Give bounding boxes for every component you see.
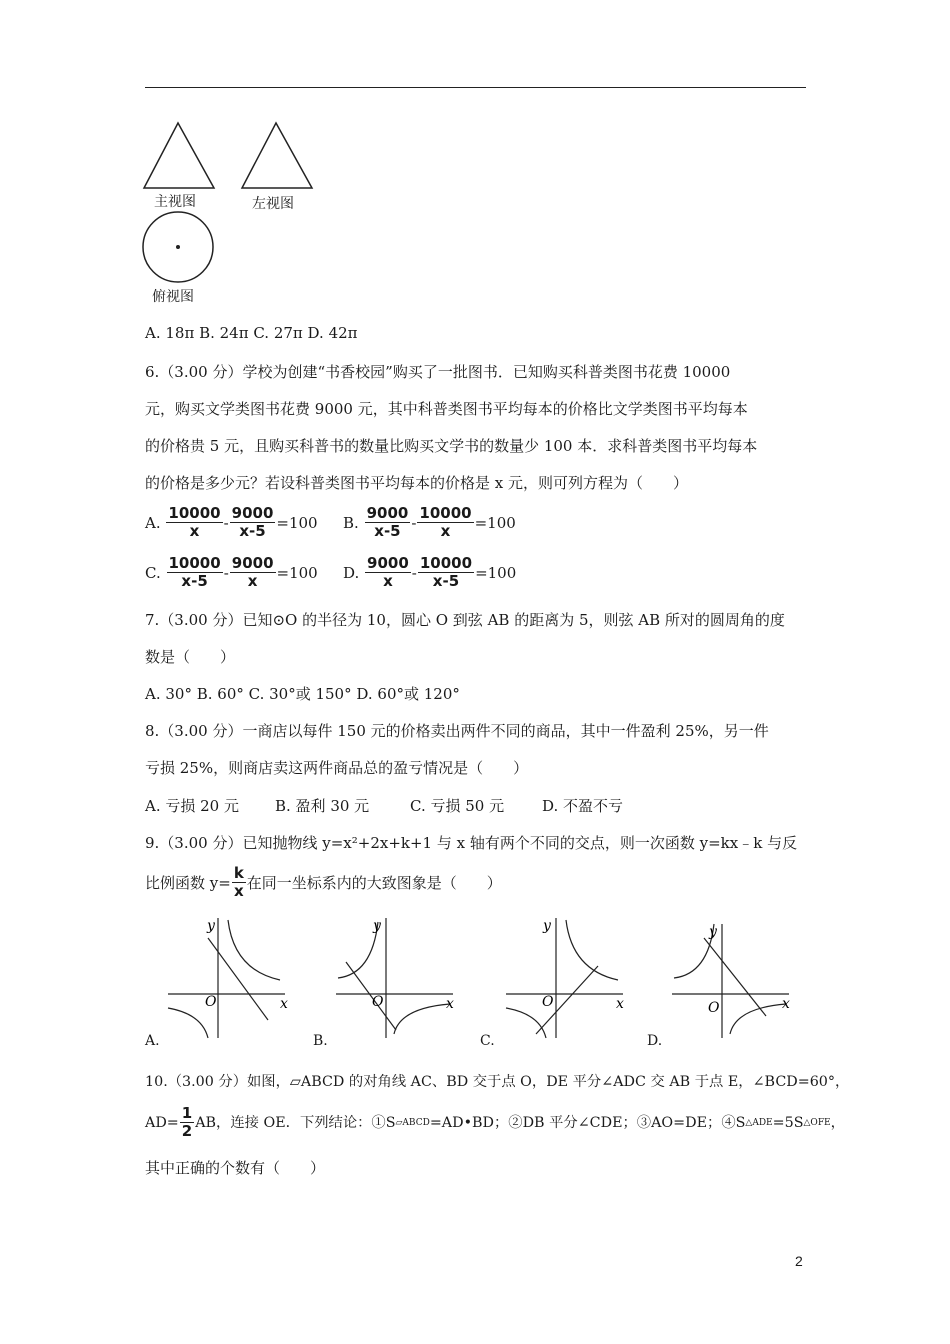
- q7-line-2: 数是（ ）: [145, 648, 236, 666]
- fraction: $\frac{10000}{x}$: [419, 504, 472, 540]
- rhs: =100: [276, 563, 318, 582]
- q6-line-3: 的价格贵 5 元，且购买科普书的数量比购买文学书的数量少 100 本．求科普类图书平均每本: [145, 437, 758, 455]
- q8-option-d: D. 不盈不亏: [542, 797, 624, 815]
- q9-graph-c: [498, 910, 628, 1040]
- rhs: =100: [276, 513, 318, 532]
- fraction: $\frac{9000}{x-5}$: [366, 504, 409, 540]
- q9-line-2: [145, 865, 502, 900]
- q7-line-1: 7.（3.00 分）已知⊙O 的半径为 10，圆心 O 到弦 AB 的距离为 5，则弦 AB 所对的圆周角的度: [145, 611, 785, 629]
- origin-label: O: [542, 994, 554, 1010]
- x-label: x: [616, 996, 624, 1012]
- y-label: y: [543, 918, 551, 934]
- q8-option-c: C. 亏损 50 元: [410, 797, 505, 815]
- q6-option-a: [145, 505, 318, 540]
- y-label: y: [709, 924, 717, 940]
- y-label: y: [207, 918, 215, 934]
- q6-option-b: [343, 505, 516, 540]
- fraction: $\frac{9000}{x-5}$: [231, 504, 274, 540]
- q6-option-c: [145, 555, 318, 590]
- q10-line-2-mid: AB，连接 OE．下列结论：①S: [195, 1114, 396, 1131]
- minus-sign: -: [411, 513, 417, 532]
- minus-sign: -: [411, 563, 417, 582]
- left-view-triangle: [242, 123, 312, 188]
- q8-line-1: 8.（3.00 分）一商店以每件 150 元的价格卖出两件不同的商品，其中一件盈利 25%，另一件: [145, 722, 769, 740]
- rhs: =100: [474, 513, 516, 532]
- q10-line-3: 其中正确的个数有（ ）: [145, 1159, 326, 1177]
- origin-label: O: [372, 994, 384, 1010]
- option-letter: A.: [145, 513, 161, 532]
- q10-line-2-c: =5S: [772, 1114, 804, 1131]
- left-view-label: 左视图: [252, 196, 294, 212]
- q6-line-1: 6.（3.00 分）学校为创建“书香校园”购买了一批图书．已知购买科普类图书花费 10000: [145, 363, 731, 381]
- q8-line-2: 亏损 25%，则商店卖这两件商品总的盈亏情况是（ ）: [145, 759, 529, 777]
- origin-label: O: [205, 994, 217, 1010]
- q7-options: A. 30° B. 60° C. 30°或 150° D. 60°或 120°: [145, 685, 460, 703]
- q10-line-2-b: =AD•BD；②DB 平分∠CDE；③AO=DE；④S: [429, 1114, 746, 1131]
- q10-line-1: 10.（3.00 分）如图，▱ABCD 的对角线 AC、BD 交于点 O，DE 平分∠ADC 交 AB 于点 E，∠BCD=60°，: [145, 1074, 850, 1090]
- graph-label-a: A.: [145, 1033, 160, 1049]
- fraction: $\frac{9000}{x}$: [367, 554, 409, 590]
- q8-option-a: A. 亏损 20 元: [145, 797, 239, 815]
- q9-graph-b: [328, 910, 458, 1040]
- subscript: △ADE: [745, 1117, 773, 1128]
- fraction-one-half: $\frac{1}{2}$: [181, 1104, 193, 1140]
- q6-line-4: 的价格是多少元？若设科普类图书平均每本的价格是 x 元，则可列方程为（ ）: [145, 474, 688, 492]
- q9-line-2-pre: 比例函数 y=: [145, 873, 231, 892]
- q5-options: A. 18π B. 24π C. 27π D. 42π: [145, 324, 358, 342]
- header-rule: [145, 87, 806, 88]
- q9-line-1: 9.（3.00 分）已知抛物线 y=x²+2x+k+1 与 x 轴有两个不同的交点，则一次函数 y=kx﹣k 与反: [145, 834, 798, 852]
- fraction: $\frac{9000}{x}$: [231, 554, 274, 590]
- three-views-figure: [140, 115, 340, 315]
- option-letter: C.: [145, 563, 161, 582]
- origin-label: O: [708, 1000, 720, 1016]
- subscript: ▱ABCD: [395, 1117, 430, 1128]
- x-label: x: [446, 996, 454, 1012]
- q10-line-2-pre: AD=: [145, 1114, 179, 1131]
- top-view-label: 俯视图: [152, 289, 194, 305]
- q10-line-2-d: ，: [830, 1114, 845, 1131]
- q9-line-2-post: 在同一坐标系内的大致图象是（ ）: [246, 873, 502, 892]
- x-label: x: [782, 996, 790, 1012]
- graph-label-b: B.: [313, 1033, 328, 1049]
- x-label: x: [280, 996, 288, 1012]
- fraction: $\frac{10000}{x-5}$: [168, 554, 221, 590]
- fraction: $\frac{10000}{x}$: [168, 504, 221, 540]
- rhs: =100: [475, 563, 517, 582]
- q10-line-2: [145, 1105, 845, 1140]
- top-view-center-dot: [176, 245, 180, 249]
- y-label: y: [373, 918, 381, 934]
- q9-graph-d: [664, 910, 794, 1040]
- front-view-label: 主视图: [154, 194, 196, 210]
- option-letter: B.: [343, 513, 359, 532]
- q9-graph-a: [160, 910, 290, 1040]
- graph-label-d: D.: [647, 1033, 663, 1049]
- subscript: △OFE: [803, 1117, 831, 1128]
- minus-sign: -: [223, 513, 229, 532]
- page-number: 2: [795, 1253, 803, 1269]
- fraction: $\frac{10000}{x-5}$: [419, 554, 473, 590]
- minus-sign: -: [223, 563, 229, 582]
- q6-line-2: 元，购买文学类图书花费 9000 元，其中科普类图书平均每本的价格比文学类图书平均每本: [145, 400, 748, 418]
- fraction-k-over-x: $\frac{k}{x}$: [233, 864, 244, 900]
- q8-option-b: B. 盈利 30 元: [275, 797, 370, 815]
- front-view-triangle: [144, 123, 214, 188]
- q6-option-d: [343, 555, 516, 590]
- graph-label-c: C.: [480, 1033, 495, 1049]
- option-letter: D.: [343, 563, 360, 582]
